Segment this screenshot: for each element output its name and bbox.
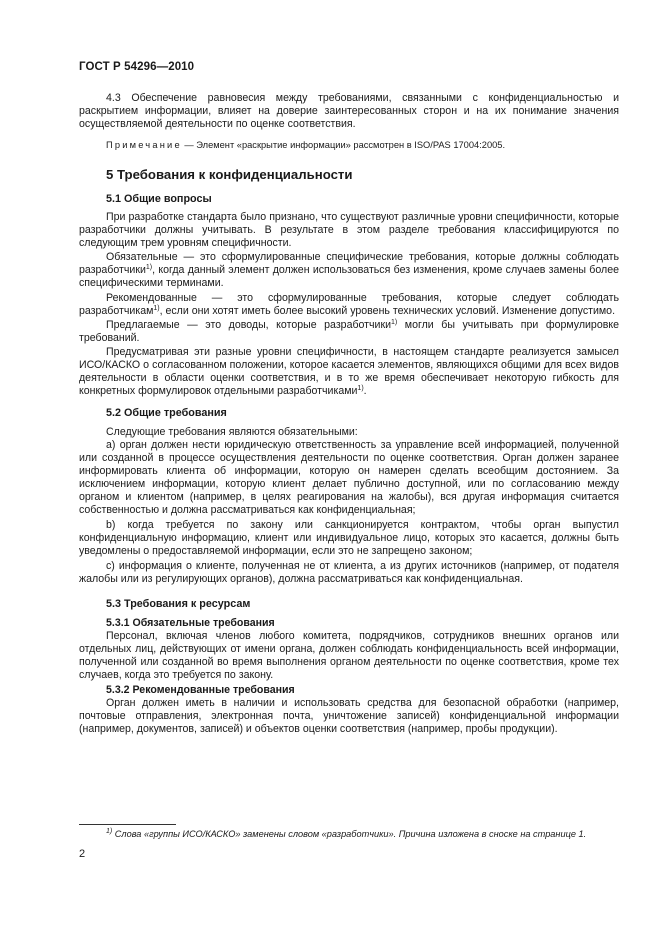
note-label: Примечание (106, 140, 182, 150)
note-text: — Элемент «раскрытие информации» рассмотрен в ISO/PAS 17004:2005. (181, 140, 506, 150)
footnote-ref: 1) (357, 385, 364, 393)
text-segment: могли бы учитывать при формулировке требований. (79, 319, 619, 345)
paragraph-5-1-recommended (79, 292, 619, 318)
footnote-ref: 1) (153, 305, 160, 313)
text-segment: Предусматривая эти разные уровни специфичности, в настоящем стандарте реализуется замысел ИСО/КАСКО о согласованном положении, которое касается элементов, являющихся общими для всех видов деятельности в области оценки соответствия, и в то же время обеспечивает некоторую гибкость для конкретных формулировок отдельными разработчиками (79, 346, 619, 398)
footnote-ref: 1) (391, 319, 398, 326)
list-item-c: c) информация о клиенте, полученная не от клиента, а из других источников (например, от подателя жалобы или из регулирующих органов), должна рассматриваться как конфиденциальная. (79, 560, 619, 586)
paragraph-5-1-mandatory (79, 251, 619, 290)
paragraph-5-3-1: Персонал, включая членов любого комитета, подрядчиков, сотрудников внешних органов или отдельных лиц, действующих от имени органа, должен соблюдать конфиденциальность всей информации, полученной или созданной во время выполнения органом деятельности по оценке соответствия, кроме тех случаев, когда это требуется по закону. (79, 630, 619, 682)
section-5-3-1-heading: 5.3.1 Обязательные требования (106, 617, 275, 629)
footnote-ref: 1) (145, 264, 153, 272)
section-5-2-heading: 5.2 Общие требования (106, 407, 227, 419)
footnote (106, 829, 586, 839)
list-item-a: a) орган должен нести юридическую ответственность за управление всей информацией, полученной или созданной в процессе осуществления деятельности по оценке соответствия. Орган должен заранее информировать клиента об информации, которую он намерен сделать всеобщим достоянием. За исключением информации, которую клиент делает публично доступной, или по согласованию между органом и клиентом (например, в целях реагирования на жалобы), вся другая информация считается собственностью и должна рассматриваться как конфиденциальная; (79, 439, 619, 517)
section-5-1-heading: 5.1 Общие вопросы (106, 193, 212, 205)
paragraph-4-3: 4.3 Обеспечение равновесия между требованиями, связанными с конфиденциальностью и раскрытием информации, влияет на доверие заинтересованных сторон и на их понимание значения осуществляемой деятельности по оценке соответствия. (79, 92, 619, 131)
text-segment: , когда данный элемент должен использоваться без изменения, кроме случаев замены более специфическими терминами. (79, 264, 619, 290)
paragraph-5-3-2: Орган должен иметь в наличии и использовать средства для безопасной обработки (например, почтовые отправления, электронная почта, уничтожение записей) конфиденциальной информации (например, документов, записей) и объектов оценки соответствия (например, пробы продукции). (79, 697, 619, 736)
footnote-separator (79, 824, 176, 825)
text-segment: Обязательные — это сформулированные специфические требования, которые должны соблюдать разработчики (79, 251, 619, 277)
page-number: 2 (79, 848, 86, 860)
list-item-b: b) когда требуется по закону или санкционируется контрактом, чтобы орган выпустил конфиденциальную информацию, клиент или индивидуальное лицо, которых это касается, должны быть уведомлены о предоставляемой информации, если это не запрещено законом; (79, 519, 619, 558)
text-segment: Предлагаемые — это доводы, которые разработчики (106, 319, 392, 331)
paragraph-5-1-summary (79, 346, 619, 398)
note-4-3 (79, 139, 619, 152)
text-segment: . (363, 385, 367, 398)
paragraph-5-1-suggested (79, 319, 619, 345)
section-5-3-heading: 5.3 Требования к ресурсам (106, 598, 251, 610)
section-5-3-2-heading: 5.3.2 Рекомендованные требования (106, 684, 295, 696)
text-segment: Рекомендованные — это сформулированные требования, которые следует соблюдать разработчикам (79, 292, 619, 318)
paragraph-5-2-intro: Следующие требования являются обязательными: (106, 426, 358, 438)
footnote-mark: 1) (106, 828, 113, 835)
document-header: ГОСТ Р 54296—2010 (79, 61, 195, 73)
text-segment: , если они хотят иметь более высокий уровень технических условий. Изменение допустимо. (159, 305, 616, 318)
footnote-text: Слова «группы ИСО/КАСКО» заменены словом «разработчики». Причина изложена в сноске на странице 1. (112, 829, 587, 839)
paragraph-5-1-1: При разработке стандарта было признано, что существуют различные уровни специфичности, которые разработчики должны учитывать. В результате в этом разделе требования классифицируются по следующим трем уровням специфичности. (79, 211, 619, 250)
section-5-heading: 5 Требования к конфиденциальности (106, 167, 353, 182)
